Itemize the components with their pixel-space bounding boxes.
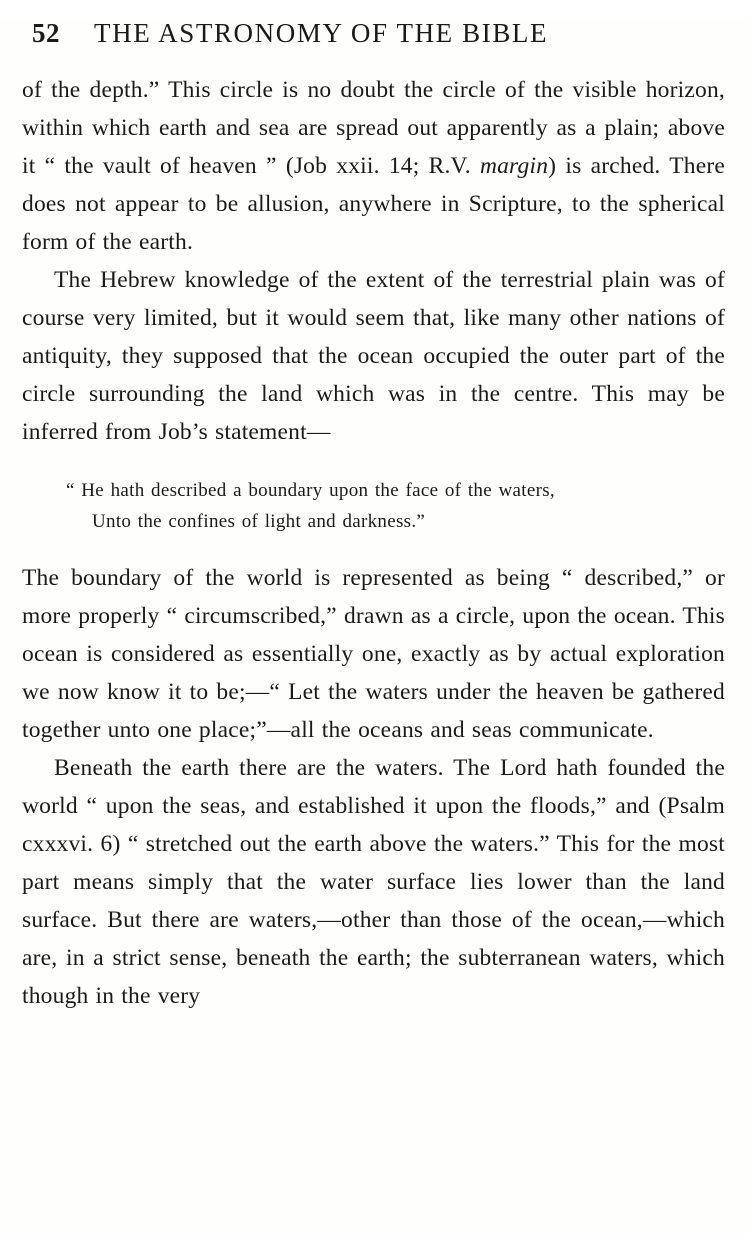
paragraph-1-part1: of the depth.” This circle is no doubt the circle of the visible horizon, within which earth and sea are spread out apparently as a plain; above it “ the vault of heaven ” (Job xxii. 14; R.V.: [22, 77, 725, 179]
page-body: [0, 71, 747, 1015]
running-head-title: THE ASTRONOMY OF THE BIBLE: [94, 18, 549, 48]
paragraph-1-part2: ) is arched. There does not appear to be allusion, anywhere in Scripture, to the spherical form of the earth.: [22, 153, 725, 255]
paragraph-1-italic: margin: [479, 153, 549, 179]
paragraph-1: [22, 71, 725, 261]
paragraph-4: Beneath the earth there are the waters. The Lord hath founded the world “ upon the seas, and established it upon the floods,” and (Psalm cxxxvi. 6) “ stretched out the earth above the waters.” This for the most part means simply that the water surface lies lower than the land surface. But there are waters,—other than those of the ocean,—which are, in a strict sense, beneath the earth; the subterranean waters, which though in the very: [22, 755, 725, 1009]
page-number: 52: [32, 18, 60, 48]
paragraph-2: The Hebrew knowledge of the extent of the terrestrial plain was of course very limited, but it would seem that, like many other nations of antiquity, they supposed that the ocean occupied the outer part of the circle surrounding the land which was in the centre. This may be inferred from Job’s statement—: [22, 267, 725, 445]
page-header: [0, 18, 747, 49]
quote-line-1: “ He hath described a boundary upon the face of the waters,: [66, 480, 555, 501]
block-quote: [22, 475, 725, 537]
book-page: [0, 18, 747, 1234]
quote-line-2: Unto the confines of light and darkness.”: [92, 511, 426, 532]
paragraph-3: The boundary of the world is represented as being “ described,” or more properly “ circumscribed,” drawn as a circle, upon the ocean. This ocean is considered as essentially one, exactly as by actual exploration we now know it to be;—“ Let the waters under the heaven be gathered together unto one place;”—all the oceans and seas communicate.: [22, 565, 725, 743]
